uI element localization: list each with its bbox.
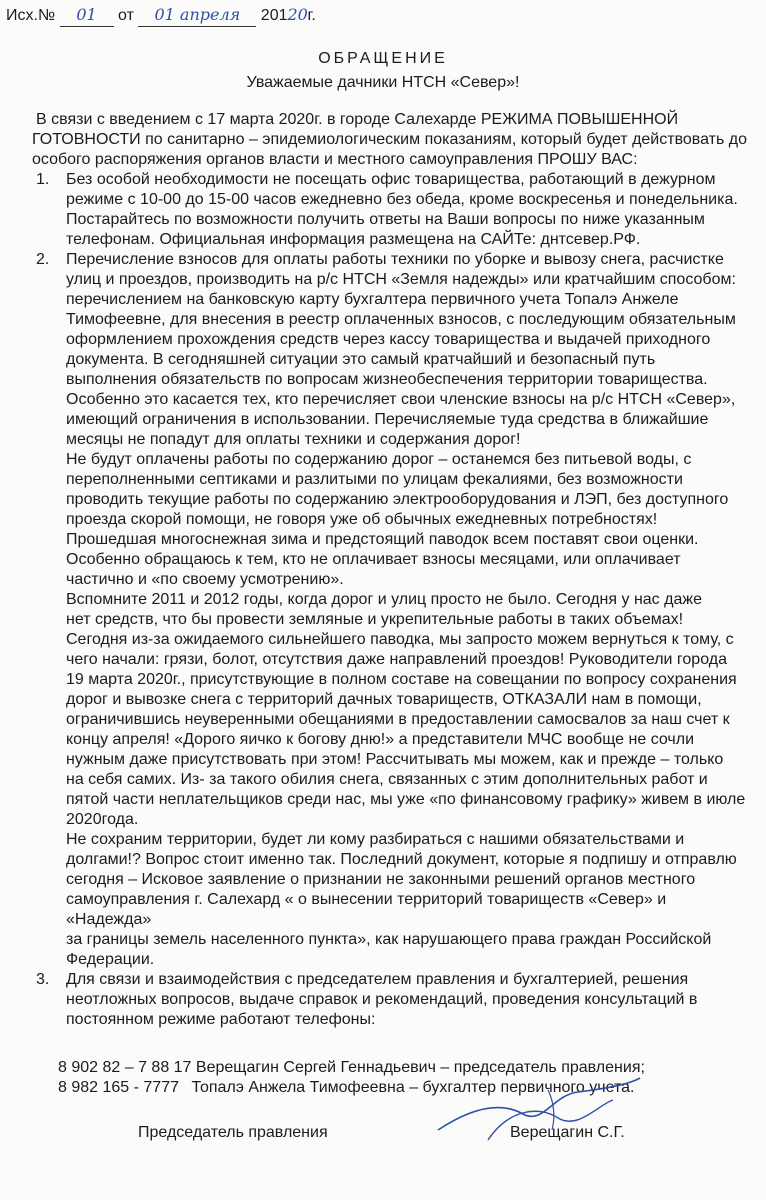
text-line: Постарайтесь по возможности получить ответы на Ваши вопросы по ниже указанным (66, 211, 705, 228)
text-line: за границы земель населенного пункта», как нарушающего права граждан Российской (66, 931, 712, 948)
list-number: 1. (36, 171, 50, 188)
text-line: 19 марта 2020г., присутствующие в полном составе на совещании по вопросу сохранения (66, 671, 737, 688)
text-line: на себя самих. Из- за такого обилия снега, связанных с этим дополнительных работ и (66, 771, 708, 788)
from-label: от (118, 7, 134, 24)
list-item-3 (36, 970, 748, 1030)
text-line: проезда скорой помощи, не говоря уже об обычных ежедневных потребностях! (66, 511, 658, 528)
text-line: ограничившись неуверенными обещаниями в предоставлении самосвалов за наш счет к (66, 711, 730, 728)
list-number: 2. (36, 251, 50, 268)
document-title: ОБРАЩЕНИЕ (318, 50, 448, 67)
contact-phone: 8 982 165 - 7777 (58, 1079, 179, 1096)
list-number: 3. (36, 971, 50, 988)
text-line: режиме с 10-00 до 15-00 часов ежедневно без обеда, кроме воскресенья и понедельника. (66, 191, 738, 208)
document-body (32, 110, 748, 1098)
year-suffix: г. (307, 7, 316, 24)
text-line: Не сохраним территории, будет ли кому разбираться с нашими обязательствами и (66, 831, 685, 848)
text-line: нет средств, что бы провести земляные и укрепительные работы в таких объемах! (66, 611, 684, 628)
text-line: ГОТОВНОСТИ по санитарно – эпидемиологическим показаниям, который будет действовать до (32, 131, 747, 148)
paragraph-territory (36, 830, 748, 970)
text-line: Не будут оплачены работы по содержанию дорог – останемся без питьевой воды, с (66, 451, 692, 468)
ref-number: 01 (60, 4, 114, 27)
text-line: Для связи и взаимодействия с председателем правления и бухгалтерией, решения (66, 971, 689, 988)
text-line: Сегодня из-за ожидаемого сильнейшего паводка, мы запросто можем вернуться к тому, с (66, 631, 734, 648)
text-line: переполненными септиками и разлитыми по улицам фекалиями, без возможности (66, 471, 683, 488)
text-line: выполнения обязательств по вопросам жизнеобеспечения территории товарищества. (66, 371, 708, 388)
list-item-1 (36, 170, 748, 250)
text-line: документа. В сегодняшней ситуации это самый кратчайший и безопасный путь (66, 351, 656, 368)
text-line: перечислением на банковскую карту бухгалтера первичного учета Топалэ Анжеле (66, 291, 679, 308)
text-line: В связи с введением с 17 марта 2020г. в городе Салехарде РЕЖИМА ПОВЫШЕННОЙ (36, 111, 679, 128)
paragraph-unpaid (36, 450, 748, 590)
text-line: концу апреля! «Дорого яичко к богову дню!» а представители МЧС вообще не сочли (66, 731, 695, 748)
signatory-name: Верещагин С.Г. (510, 1124, 625, 1141)
text-line: улиц и проездов, производить на р/с НТСН «Земля надежды» или кратчайшим способом: (66, 271, 736, 288)
greeting: Уважаемые дачники НТСН «Север»! (246, 74, 520, 91)
text-line: Тимофеевне, для внесения в реестр оплаченных взносов, с последующим обязательным (66, 311, 736, 328)
text-line: дорог и вывозке снега с территорий дачных товариществ, ОТКАЗАЛИ нам в помощи, (66, 691, 702, 708)
text-line: Федерации. (66, 951, 155, 968)
handwritten-date: 01 апреля (138, 4, 256, 27)
text-line: нужным даже присутствовать при этом! Рассчитывать мы можем, как и прежде – только (66, 751, 724, 768)
text-line: особого распоряжения органов власти и местного самоуправления ПРОШУ ВАС: (32, 151, 638, 168)
paragraph-especially (36, 390, 748, 450)
text-line: телефонам. Официальная информация размещена на САЙТе: днтсевер.РФ. (66, 231, 641, 248)
text-line: частично и «по своему усмотрению». (66, 571, 344, 588)
text-line: Перечисление взносов для оплаты работы техники по уборке и вывозу снега, расчистке (66, 251, 724, 268)
text-line: Прошедшая многоснежная зима и предстоящий паводок всем поставят свои оценки. (66, 531, 699, 548)
text-line: имеющий ограничения в использовании. Перечисляемые туда средства в ближайшие (66, 411, 709, 428)
text-line: Особенно обращаюсь к тем, кто не оплачивает взносы месяцами, или оплачивает (66, 551, 681, 568)
text-line: Вспомните 2011 и 2012 годы, когда дорог и улиц просто не было. Сегодня у нас даже (66, 591, 702, 608)
text-line: Без особой необходимости не посещать офис товарищества, работающий в дежурном (66, 171, 716, 188)
text-line: сегодня – Исковое заявление о признании не законными решений органов местного (66, 871, 696, 888)
list-item-2 (36, 250, 748, 390)
text-line: месяцы не попадут для оплаты техники и содержания дорог! (66, 431, 521, 448)
text-line: долгами!? Вопрос стоит именно так. Последний документ, которые я подпишу и отправлю (66, 851, 737, 868)
contact-phone: 8 902 82 – 7 88 17 (58, 1059, 192, 1076)
text-line: 2020года. (66, 811, 139, 828)
text-line: самоуправления г. Салехард « о вынесении территорий товариществ «Север» и «Надежда» (66, 891, 667, 928)
ref-prefix: Исх.№ (6, 7, 56, 24)
intro-paragraph (32, 110, 748, 170)
handwritten-year: 20 (287, 5, 308, 24)
text-line: пятой части неплательщиков среди нас, мы уже «по финансовому графику» живем в июле (66, 791, 746, 808)
text-line: постоянном режиме работают телефоны: (66, 1011, 376, 1028)
contact-person: Топалэ Анжела Тимофеевна – бухгалтер первичного учета. (191, 1079, 635, 1096)
document-header (6, 4, 316, 27)
text-line: чего начали: грязи, болот, отсутствия даже направлений проездов! Руководители города (66, 651, 727, 668)
text-line: оформлением прохождения средств через кассу товарищества и выдачей приходного (66, 331, 711, 348)
text-line: проводить текущие работы по содержанию электрооборудования и ЛЭП, без доступного (66, 491, 729, 508)
signatory-position: Председатель правления (138, 1124, 328, 1141)
text-line: неотложных вопросов, выдаче справок и рекомендаций, проведения консультаций в (66, 991, 698, 1008)
paragraph-remember (36, 590, 748, 830)
text-line: Особенно это касается тех, кто перечисляет свои членские взносы на р/с НТСН «Север», (66, 391, 736, 408)
year-prefix: 201 (260, 7, 288, 24)
contact-person: Верещагин Сергей Геннадьевич – председатель правления; (195, 1059, 645, 1076)
